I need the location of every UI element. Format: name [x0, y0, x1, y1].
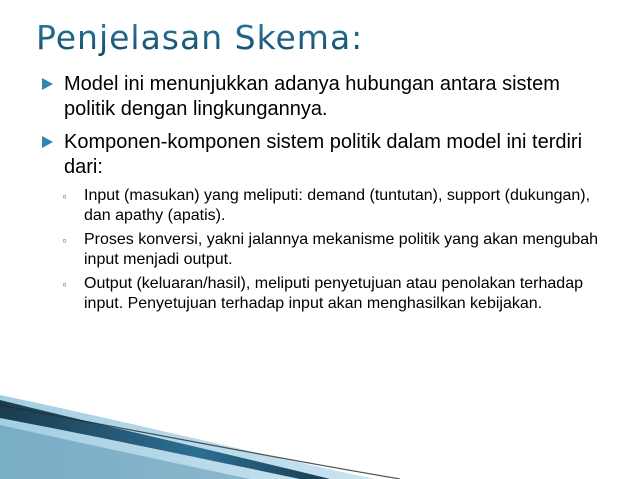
hollow-circle-icon: ◦	[62, 232, 67, 248]
hollow-circle-icon: ◦	[62, 276, 67, 292]
bullet-text: Komponen-komponen sistem politik dalam model ini terdiri dari:	[64, 131, 583, 178]
slide-title: Penjelasan Skema:	[36, 18, 364, 57]
sub-bullet-text: Proses konversi, yakni jalannya mekanisme politik yang akan mengubah input menjadi output.	[84, 231, 599, 268]
sub-bullet-text: Output (keluaran/hasil), meliputi penyetujuan atau penolakan terhadap input. Penyetujuan terhadap input akan menghasilkan kebijakan.	[84, 275, 583, 312]
bullet-text: Model ini menunjukkan adanya hubungan antara sistem politik dengan lingkungannya.	[64, 73, 560, 120]
hollow-circle-icon: ◦	[62, 188, 67, 204]
sub-bullet-text: Input (masukan) yang meliputi: demand (tuntutan), support (dukungan), dan apathy (apatis).	[84, 187, 591, 224]
